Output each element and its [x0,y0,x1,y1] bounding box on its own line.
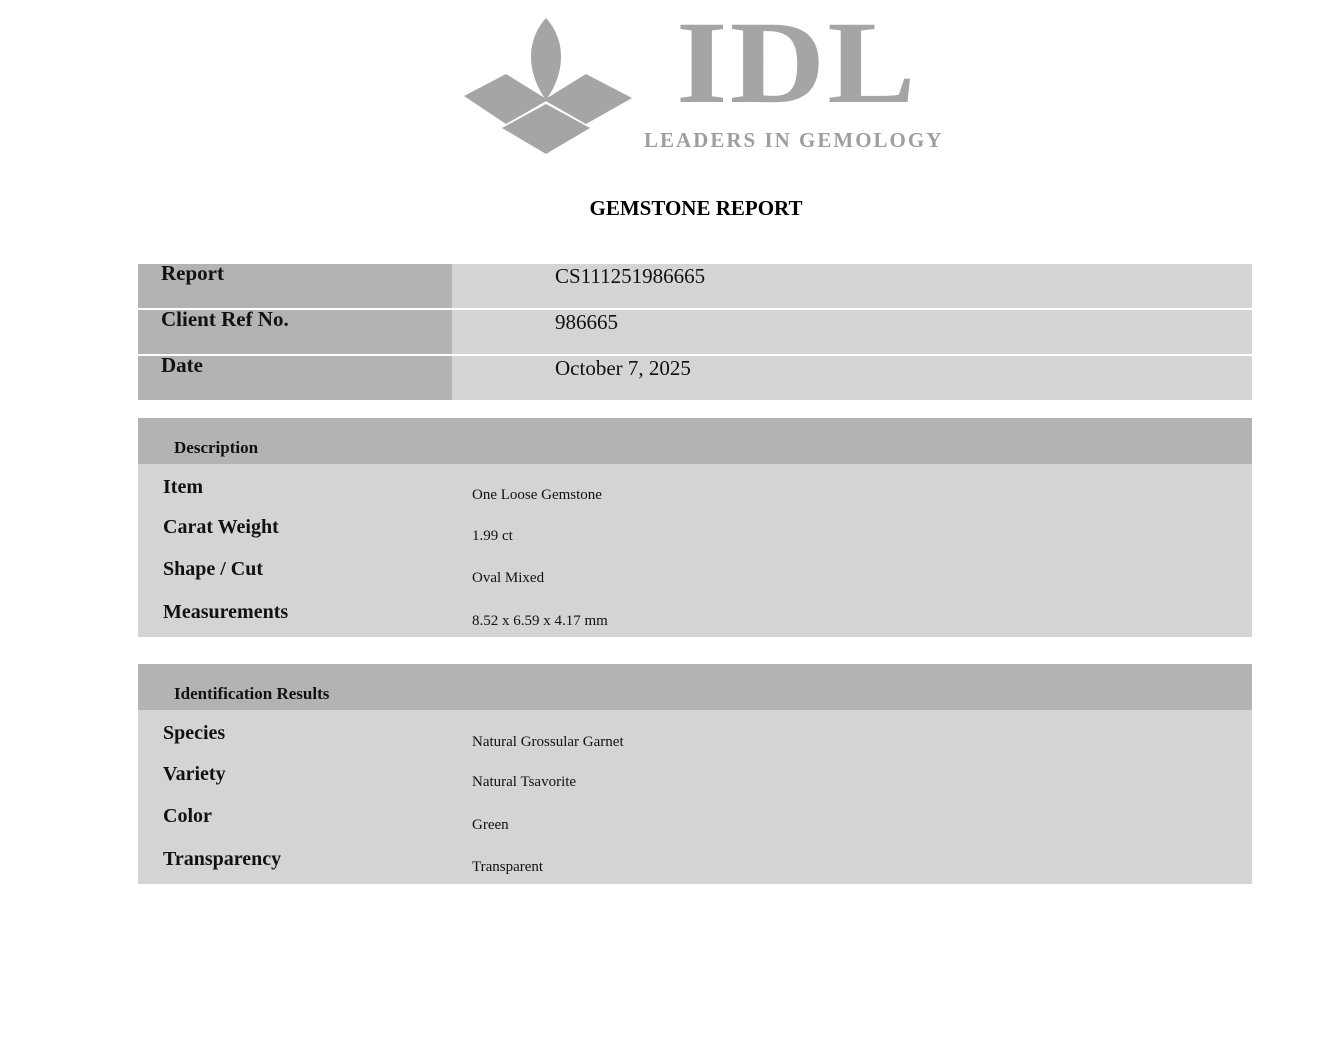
measurements-value: 8.52 x 6.59 x 4.17 mm [472,613,608,629]
carat-weight-value: 1.99 ct [472,528,513,544]
shape-cut-label: Shape / Cut [163,558,264,580]
measurements-label: Measurements [163,601,289,623]
transparency-label: Transparency [163,848,282,870]
section-header [138,418,1252,464]
report-label: Report [161,261,224,285]
color-label: Color [163,805,212,827]
gem-leaf-logo-icon [462,16,636,156]
identification-title: Identification Results [174,684,330,703]
species-label: Species [163,722,226,744]
color-value: Green [472,817,509,833]
client-ref-value: 986665 [555,310,618,334]
client-ref-label: Client Ref No. [161,307,289,331]
identification-section [138,664,1252,884]
variety-label: Variety [163,763,226,785]
report-number-value: CS111251986665 [555,264,706,288]
species-value: Natural Grossular Garnet [472,734,624,750]
carat-weight-label: Carat Weight [163,516,279,538]
shape-cut-value: Oval Mixed [472,570,545,586]
item-label: Item [163,476,203,498]
client-ref-row [138,307,1252,354]
label-cell [138,353,452,400]
report-number-row [138,261,1252,308]
description-title: Description [174,438,259,457]
variety-value: Natural Tsavorite [472,774,577,790]
transparency-value: Transparent [472,859,544,875]
section-header [138,664,1252,710]
description-section [138,418,1252,637]
report-title: GEMSTONE REPORT [589,196,803,220]
logo-wordmark: IDL [676,0,918,128]
date-row [138,353,1252,400]
label-cell [138,307,452,354]
idl-logo [0,0,1320,170]
date-label: Date [161,353,203,377]
item-value: One Loose Gemstone [472,487,602,503]
logo-tagline: LEADERS IN GEMOLOGY [644,128,944,152]
label-cell [138,261,452,308]
date-value: October 7, 2025 [555,356,691,380]
